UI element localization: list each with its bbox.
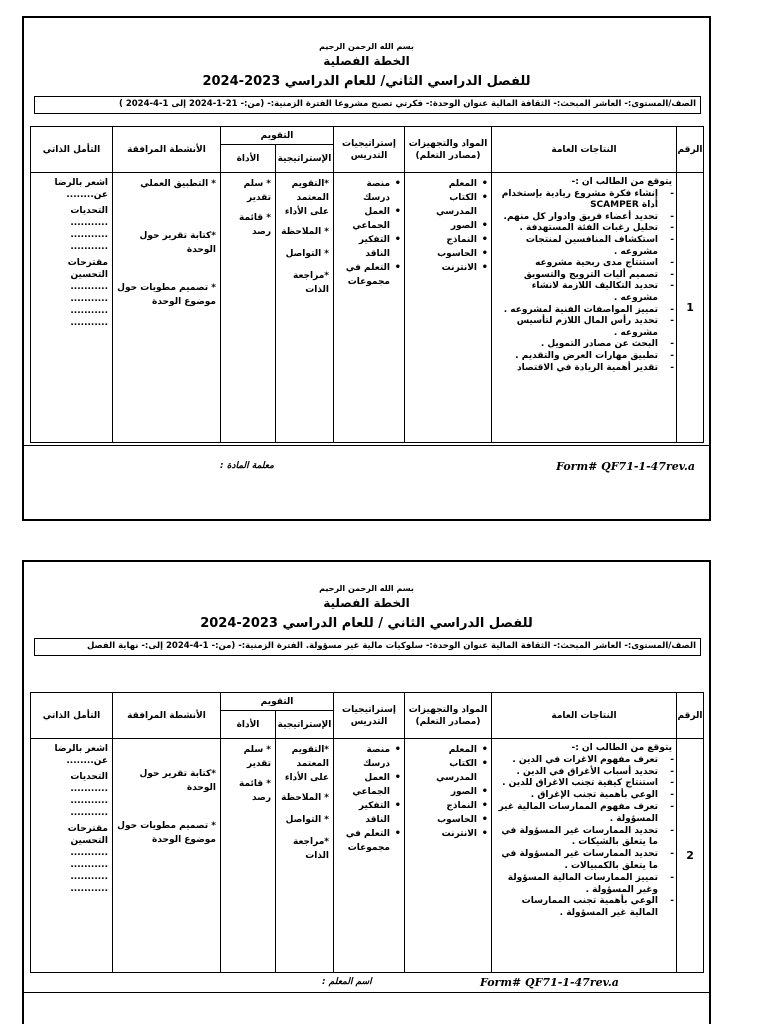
activities-cell [113, 739, 221, 973]
eval-tool-cell [221, 173, 276, 443]
header-strategies: إستراتيجيات التدريس [334, 127, 405, 173]
eval-strategy-item: *التقويم المعتمد على الأداء [284, 179, 330, 217]
reflection-item: ........... [70, 848, 108, 858]
outcome-item: - تمييز الممارسات المالية المسؤولة وغير المسؤولة . [496, 873, 662, 897]
outcomes-cell [492, 173, 677, 443]
material-item: • النماذج [409, 799, 477, 813]
material-item: • الكتاب المدرسي [409, 191, 477, 219]
reflection-item: ........... [70, 860, 108, 870]
material-item: • الكتاب المدرسي [409, 757, 477, 785]
row-number: 2 [677, 739, 704, 973]
materials-cell [405, 739, 492, 973]
outcomes-cell [492, 739, 677, 973]
bismillah: بسم الله الرحمن الرحيم [319, 42, 414, 51]
header-outcomes: النتاجات العامة [492, 693, 677, 739]
strategies-cell [334, 173, 405, 443]
strategy-item: • منصة درسك [338, 743, 390, 771]
header-reflection: التأمل الذاتي [31, 693, 113, 739]
activity-item: * تصميم مطويات حول موضوع الوحدة [117, 283, 216, 307]
strategy-item: • التعلم في مجموعات [338, 827, 390, 855]
activity-item: * التطبيق العملي [140, 179, 216, 189]
reflection-item: ........... [70, 884, 108, 894]
materials-cell [405, 173, 492, 443]
eval-strategy-item: * الملاحظة [281, 793, 330, 803]
reflection-item: ........... [70, 306, 108, 316]
unit-info-text: الصف/المستوى:- العاشر المبحث:- الثقافة المالية عنوان الوحدة:- فكرتي تصبح مشروعا الفترة الزمنية:- (من:- 21-1-2024 إلى 1-4-2024 ) [118, 99, 696, 109]
material-item: • الانترنت [409, 261, 477, 275]
outcomes-intro: يتوقع من الطالب ان :- [571, 743, 673, 753]
outcome-item: - تعرف مفهوم الممارسات المالية غير المسؤولة . [496, 802, 662, 826]
unit-info-bar [34, 638, 701, 656]
material-item: • الحاسوب [409, 247, 477, 261]
header-evaluation: التقويم [221, 693, 334, 711]
page-title: الخطة الفصلية [323, 596, 410, 610]
eval-tool-item: * قائمة رصد [239, 779, 272, 803]
header-materials: المواد والتجهيزات (مصادر التعلم) [405, 127, 492, 173]
header-reflection: التأمل الذاتي [31, 127, 113, 173]
form-code: Form# QF71-1-47rev.a [556, 460, 695, 473]
outcome-item: - الوعي بأهمية تجنب الممارسات المالية غير المسؤولة . [496, 896, 662, 920]
strategies-cell [334, 739, 405, 973]
teacher-signature-label: معلمة المادة : [220, 461, 274, 471]
bismillah: بسم الله الرحمن الرحيم [319, 584, 414, 593]
material-item: • الانترنت [409, 827, 477, 841]
plan-table [30, 692, 704, 973]
reflection-item: ........... [70, 784, 108, 794]
eval-strategy-item: *مراجعة الذات [293, 837, 330, 861]
outcome-item: - تحديد الممارسات غير المسؤولة في ما يتعلق بالشيكات . [496, 826, 662, 850]
form-code: Form# QF71-1-47rev.a [480, 976, 619, 989]
activities-cell [113, 173, 221, 443]
reflection-item: ........... [70, 282, 108, 292]
outcome-item: - تحديد أعضاء فريق وادوار كل منهم. [496, 212, 662, 224]
reflection-item: ........... [70, 242, 108, 252]
row-number: 1 [677, 173, 704, 443]
outcome-item: - استنتاج مدى ربحية مشروعه [496, 258, 662, 270]
outcome-item: - تحديد أسباب الأغراق في الدين . [496, 767, 662, 779]
eval-tool-item: * سلم تقدير [243, 179, 272, 203]
header-num: الرقم [677, 693, 704, 739]
activity-item: *كتابة تقرير حول الوحدة [139, 231, 216, 255]
material-item: • الصور [409, 785, 477, 799]
teacher-signature-label: اسم المعلم : [322, 977, 372, 987]
material-item: • النماذج [409, 233, 477, 247]
strategy-item: • منصة درسك [338, 177, 390, 205]
outcome-item: - تطبيق مهارات العرض والتقديم . [496, 351, 662, 363]
strategy-item: • التعلم في مجموعات [338, 261, 390, 289]
header-eval-strategy: الإستراتيجية [276, 711, 334, 739]
eval-strategy-cell [276, 173, 334, 443]
eval-strategy-item: *مراجعة الذات [293, 271, 330, 295]
plan-table [30, 126, 704, 443]
outcomes-list [496, 189, 672, 375]
material-item: • المعلم [409, 177, 477, 191]
outcome-item: - تصميم أليات الترويج والتسويق [496, 270, 662, 282]
header-activities: الأنشطة المرافقة [113, 127, 221, 173]
material-item: • المعلم [409, 743, 477, 757]
plan-page-2 [22, 560, 711, 1024]
outcome-item: - استنتاج كيفية تجنب الاغراق للدين . [496, 778, 662, 790]
header-eval-tool: الأداة [221, 711, 276, 739]
outcome-item: - تحديد الممارسات غير المسؤولة في ما يتعلق بالكمبيالات . [496, 849, 662, 873]
reflection-item: مقترحات التحسين [67, 258, 108, 280]
reflection-item: ........... [70, 318, 108, 328]
strategy-item: • التفكير الناقد [338, 799, 390, 827]
eval-strategy-item: * التواصل [285, 815, 330, 825]
outcome-item: - البحث عن مصادر التمويل . [496, 339, 662, 351]
page-title: الخطة الفصلية [323, 54, 410, 68]
outcome-item: - تحديد رأس المال اللازم لتأسيس مشروعه . [496, 316, 662, 339]
strategy-item: • العمل الجماعي [338, 771, 390, 799]
header-activities: الأنشطة المرافقة [113, 693, 221, 739]
outcome-item: - إنشاء فكرة مشروع ريادية بإستخدام أداة SCAMPER [496, 189, 662, 212]
strategy-item: • التفكير الناقد [338, 233, 390, 261]
activity-item: *كتابة تقرير حول الوحدة [139, 769, 216, 793]
plan-page-1 [22, 16, 711, 521]
header-outcomes: النتاجات العامة [492, 127, 677, 173]
reflection-item: ........... [70, 218, 108, 228]
material-item: • الحاسوب [409, 813, 477, 827]
header-materials: المواد والتجهيزات (مصادر التعلم) [405, 693, 492, 739]
footer-divider [24, 445, 709, 446]
unit-info-bar [34, 96, 701, 114]
reflection-item: ........... [70, 808, 108, 818]
reflection-item: اشعر بالرضا عن........ [54, 744, 108, 766]
strategy-item: • العمل الجماعي [338, 205, 390, 233]
header-eval-strategy: الإستراتيجية [276, 145, 334, 173]
eval-strategy-cell [276, 739, 334, 973]
outcome-item: - تقدير أهمية الريادة في الاقتصاد [496, 363, 662, 375]
materials-list [409, 743, 487, 841]
footer-divider [24, 992, 709, 993]
outcomes-list [496, 755, 672, 920]
material-item: • الصور [409, 219, 477, 233]
eval-strategy-item: * الملاحظة [281, 227, 330, 237]
outcome-item: - تعرف مفهوم الاغرات في الدين . [496, 755, 662, 767]
outcomes-intro: يتوقع من الطالب ان :- [571, 177, 673, 187]
activity-item: * تصميم مطويات حول موضوع الوحدة [117, 821, 216, 845]
eval-strategy-item: *التقويم المعتمد على الأداء [284, 745, 330, 783]
outcome-item: - استكشاف المنافسين لمنتجات مشروعه . [496, 235, 662, 258]
header-strategies: إستراتيجيات التدريس [334, 693, 405, 739]
reflection-item: التحديات [70, 772, 108, 782]
header-evaluation: التقويم [221, 127, 334, 145]
outcome-item: - تحديد التكاليف اللازمة لانشاء مشروعه . [496, 281, 662, 304]
reflection-item: ........... [70, 872, 108, 882]
materials-list [409, 177, 487, 275]
eval-strategy-item: * التواصل [285, 249, 330, 259]
outcome-item: - تمييز المواصفات الفنية لمشروعه . [496, 305, 662, 317]
outcome-item: - الوعي بأهمية تجنب الإغراق . [496, 790, 662, 802]
header-eval-tool: الأداة [221, 145, 276, 173]
header-num: الرقم [677, 127, 704, 173]
reflection-item: ........... [70, 230, 108, 240]
strategies-list [338, 177, 400, 289]
reflection-cell [31, 173, 113, 443]
reflection-cell [31, 739, 113, 973]
reflection-item: اشعر بالرضا عن........ [54, 178, 108, 200]
eval-tool-cell [221, 739, 276, 973]
reflection-item: ........... [70, 294, 108, 304]
reflection-item: التحديات [70, 206, 108, 216]
unit-info-text: الصف/المستوى:- العاشر المبحث:- الثقافة المالية عنوان الوحدة:- سلوكيات مالية غير مسؤولة. الفترة الزمنية:- (من:- 1-4-2024 إلى:- نهاية الفصل [86, 641, 696, 651]
outcome-item: - تحليل رغبات الفئة المستهدفة . [496, 223, 662, 235]
semester-line: للفصل الدراسي الثاني / للعام الدراسي 2023-2024 [200, 616, 533, 631]
semester-line: للفصل الدراسي الثاني/ للعام الدراسي 2023-2024 [202, 74, 531, 89]
reflection-item: مقترحات التحسين [67, 824, 108, 846]
strategies-list [338, 743, 400, 855]
eval-tool-item: * قائمة رصد [239, 213, 272, 237]
eval-tool-item: * سلم تقدير [243, 745, 272, 769]
reflection-item: ........... [70, 796, 108, 806]
